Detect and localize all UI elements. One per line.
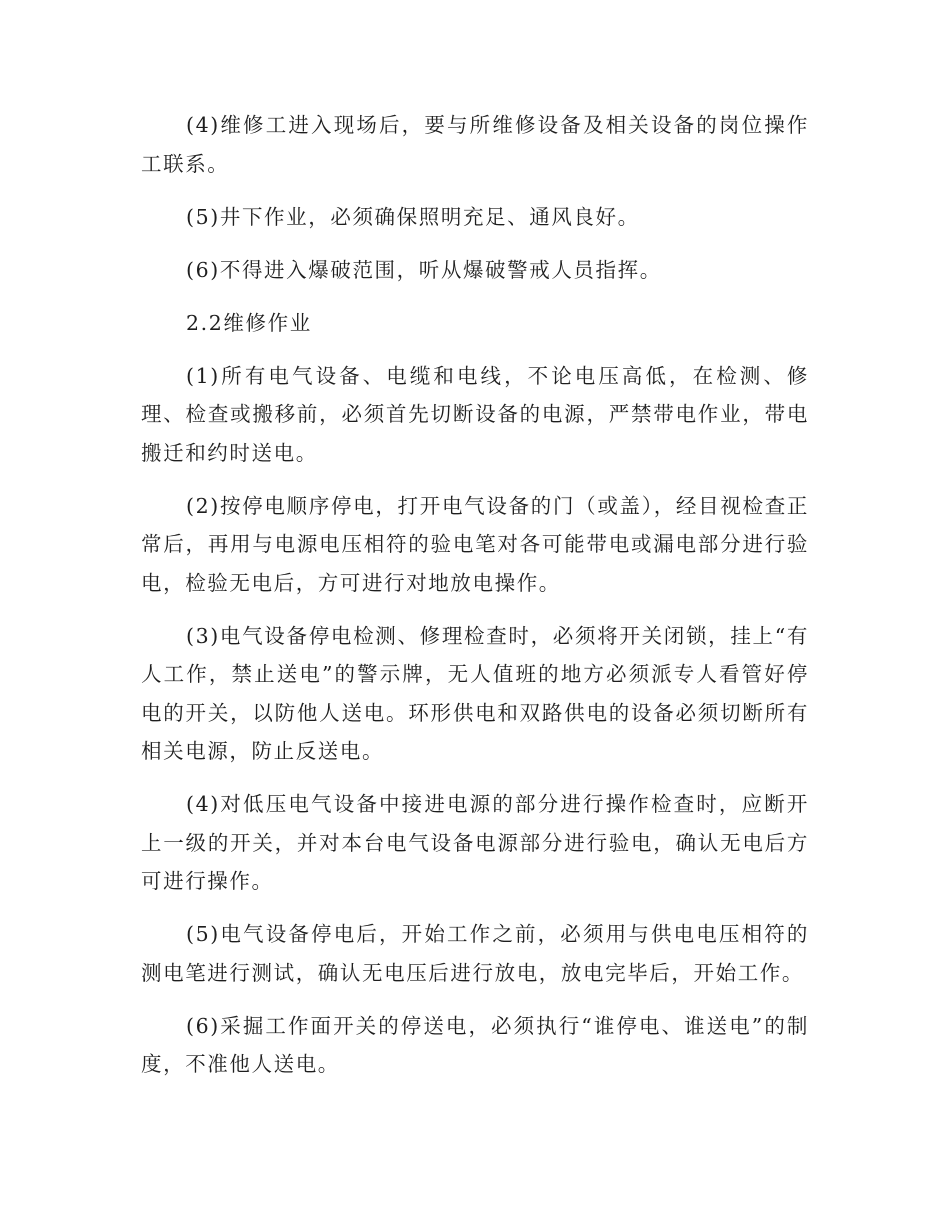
paragraph-repair-4: (4)对低压电气设备中接进电源的部分进行操作检查时，应断开上一级的开关，并对本台电气设备电源部分进行验电，确认无电后方可进行操作。 — [141, 792, 809, 893]
paragraph-item-6: (6)不得进入爆破范围，听从爆破警戒人员指挥。 — [186, 257, 662, 282]
paragraph-repair-5: (5)电气设备停电后，开始工作之前，必须用与供电电压相符的测电笔进行测试，确认无电压后进行放电，放电完毕后，开始工作。 — [141, 922, 809, 985]
paragraph-repair-2: (2)按停电顺序停电，打开电气设备的门（或盖），经目视检查正常后，再用与电源电压相符的验电笔对各可能带电或漏电部分进行验电，检验无电后，方可进行对地放电操作。 — [141, 493, 809, 595]
paragraph-item-5: (5)井下作业，必须确保照明充足、通风良好。 — [186, 204, 640, 229]
paragraph-repair-3: (3)电气设备停电检测、修理检查时，必须将开关闭锁，挂上“有人工作，禁止送电”的警示牌，无人值班的地方必须派专人看管好停电的开关，以防他人送电。环形供电和双路供电的设备必须切断所有相关电源，防止反送电。 — [141, 623, 809, 763]
paragraph-repair-1: (1)所有电气设备、电缆和电线，不论电压高低，在检测、修理、检查或搬移前，必须首先切断设备的电源，严禁带电作业，带电搬迁和约时送电。 — [141, 363, 809, 465]
document-body — [141, 106, 809, 1098]
section-heading: 2.2维修作业 — [186, 310, 312, 335]
paragraph-item-4: (4)维修工进入现场后，要与所维修设备及相关设备的岗位操作工联系。 — [141, 113, 809, 176]
paragraph-repair-6: (6)采掘工作面开关的停送电，必须执行“谁停电、谁送电”的制度，不准他人送电。 — [141, 1013, 809, 1076]
